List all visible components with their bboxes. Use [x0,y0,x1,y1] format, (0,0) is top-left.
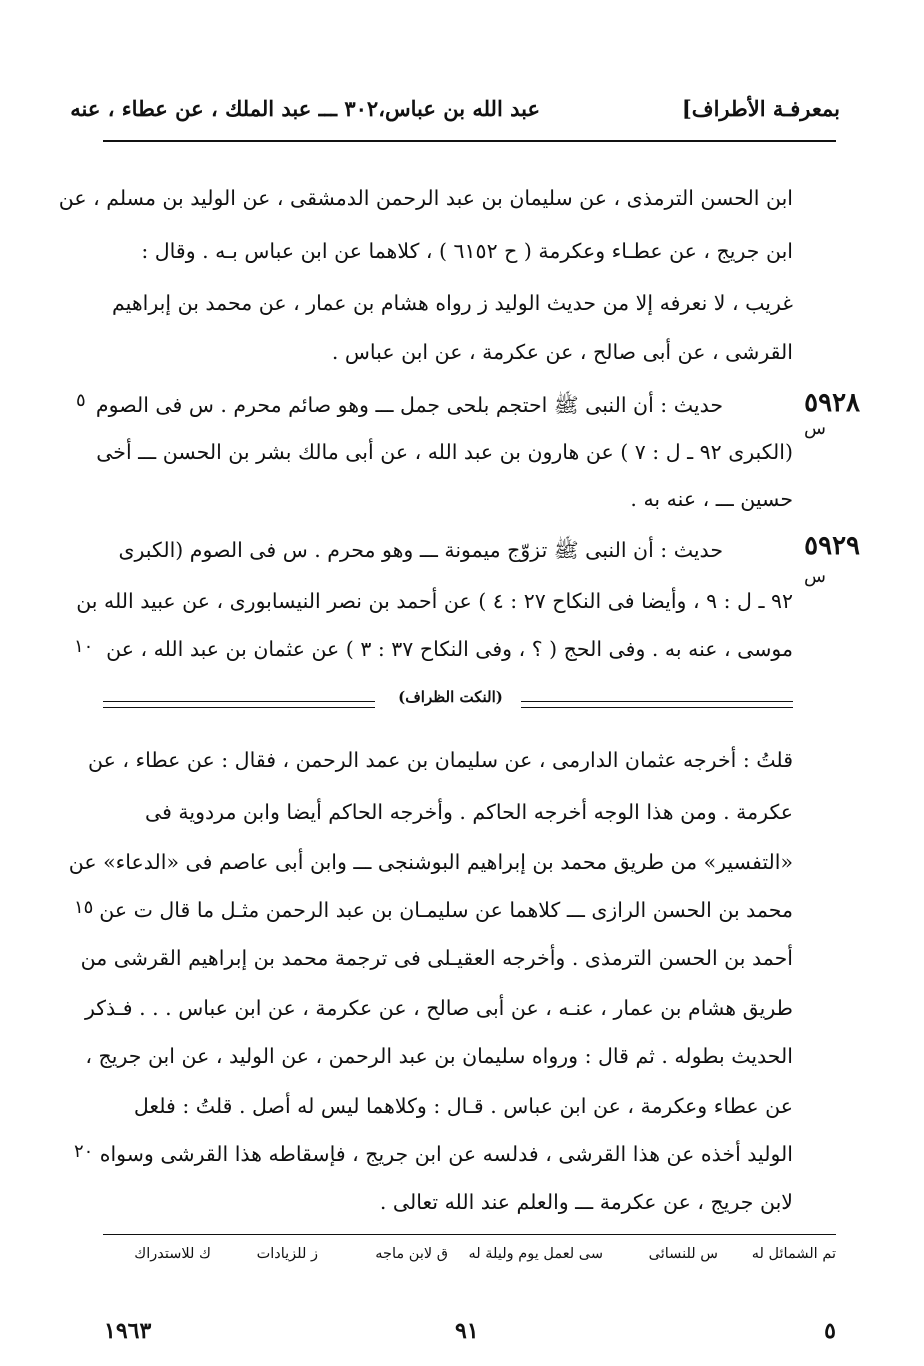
page-margin-number: ٥ [824,1318,836,1344]
page-number: ٩١ [455,1318,479,1344]
line-number-mark: ٥ [76,390,86,411]
siglum-mark: س [804,418,826,439]
text-line: الحديث بطوله . ثم قال : ورواه سليمان بن عبد الرحمن ، عن الوليد ، عن ابن جريج ، [85,1044,793,1068]
footer-rule [103,1234,836,1235]
text-line: قلتُ : أخرجه عثمان الدارمى ، عن سليمان بن عمد الرحمن ، فقال : عن عطاء ، عن [87,748,793,772]
text-line: حديث : أن النبى ﷺ تزوّج ميمونة ـــ وهو محرم . س فى الصوم (الكبرى [118,538,723,562]
siglum-mark: س [804,566,826,587]
legend-item: تم الشمائل له [751,1246,836,1262]
line-number-mark: ١٠ [74,636,94,657]
legend-item: ك للاستدراك [134,1246,211,1262]
hadith-number: ٥٩٢٨ [804,388,860,418]
footer-legend [103,1246,836,1272]
page-year-number: ١٩٦٣ [104,1318,152,1344]
legend-item: سى لعمل يوم وليلة له [468,1246,603,1262]
text-line: طريق هشام بن عمار ، عنـه ، عن أبى صالح ، عن عكرمة ، عن ابن عباس . . . فـذكر [84,996,793,1020]
header-subtitle: عبد الله بن عباس،٣٠٢ ـــ عبد الملك ، عن عطاء ، عنه [70,96,540,121]
text-line: حديث : أن النبى ﷺ احتجم بلحى جمل ـــ وهو صائم محرم . س فى الصوم [95,393,723,417]
legend-item: ق لابن ماجه [375,1246,448,1262]
text-line: ٩٢ ـ ل : ٩ ، وأيضا فى النكاح ٢٧ : ٤ ) عن أحمد بن نصر النيسابورى ، عن عبيد الله بن [76,589,793,613]
header-title: بمعرفـة الأطراف] [681,96,840,121]
text-line: الوليد أخذه عن هذا القرشى ، فدلسه عن ابن جريج ، فإسقاطه هذا القرشى وسواه [99,1142,793,1166]
text-line: حسين ـــ ، عنه به . [630,487,793,511]
text-line: عكرمة . ومن هذا الوجه أخرجه الحاكم . وأخرجه الحاكم أيضا وابن مردوية فى [145,800,793,824]
text-line: أحمد بن الحسن الترمذى . وأخرجه العقيـلى فى ترجمة محمد بن إبراهيم القرشى من [80,946,793,970]
text-line: (الكبرى ٩٢ ـ ل : ٧ ) عن هارون بن عبد الله ، عن أبى مالك بشر بن الحسن ـــ أخى [96,440,793,464]
legend-item: س للنسائى [648,1246,718,1262]
text-line: عن عطاء وعكرمة ، عن ابن عباس . قـال : وكلاهما ليس له أصل . قلتُ : فلعل [133,1094,793,1118]
text-line: محمد بن الحسن الرازى ـــ كلاهما عن سليمـان بن عبد الرحمن مثـل ما قال ت عن [99,898,793,922]
running-header [70,96,840,136]
text-line: القرشى ، عن أبى صالح ، عن عكرمة ، عن ابن عباس . [331,340,793,364]
legend-item: ز للزيادات [256,1246,318,1262]
section-divider [103,688,793,711]
divider-rule-right [521,701,793,708]
hadith-number: ٥٩٢٩ [804,531,860,561]
divider-label: (النكت الظراف) [398,688,503,706]
line-number-mark: ١٥ [74,897,94,918]
text-line: موسى ، عنه به . وفى الحج ( ؟ ، وفى النكاح ٣٧ : ٣ ) عن عثمان بن عبد الله ، عن [106,637,793,661]
text-line: لابن جريج ، عن عكرمة ـــ والعلم عند الله تعالى . [379,1190,793,1214]
text-line: ابن جريج ، عن عطـاء وعكرمة ( ح ٦١٥٢ ) ، كلاهما عن ابن عباس بـه . وقال : [141,239,793,263]
header-rule [103,140,836,142]
text-line: غريب ، لا نعرفه إلا من حديث الوليد ز رواه هشام بن عمار ، عن محمد بن إبراهيم [112,291,793,315]
text-line: ابن الحسن الترمذى ، عن سليمان بن عبد الرحمن الدمشقى ، عن الوليد بن مسلم ، عن [58,186,793,210]
divider-rule-left [103,701,375,708]
line-number-mark: ٢٠ [74,1141,94,1162]
text-line: «التفسير» من طريق محمد بن إبراهيم البوشنجى ـــ وابن أبى عاصم فى «الدعاء» عن [68,850,793,874]
